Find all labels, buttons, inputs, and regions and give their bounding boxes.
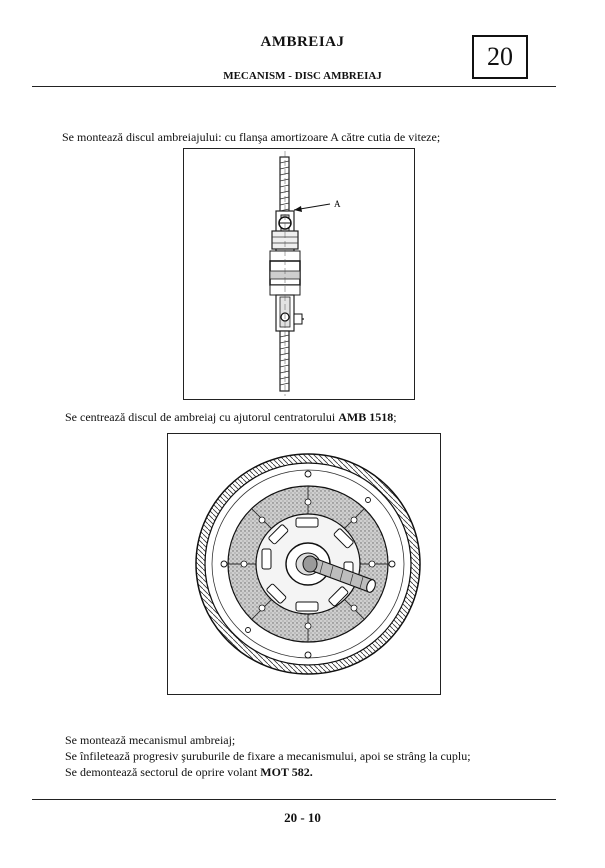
chapter-number: 20: [487, 42, 513, 71]
footer-divider: [32, 799, 556, 800]
figure-clutch-disc-section: [183, 148, 415, 400]
page-title: AMBREIAJ: [260, 34, 345, 50]
flywheel-centering-drawing: [168, 434, 439, 693]
figure-flywheel-centering-tool: [167, 433, 441, 695]
chapter-number-box: [472, 35, 528, 79]
tool-reference-amb-1518: AMB 1518: [338, 410, 394, 424]
step-2-text: Se centrează discul de ambreiaj cu ajutorul centratorului: [65, 410, 339, 424]
step-5-text: Se demontează sectorul de oprire volant: [65, 765, 261, 779]
clutch-disc-section-drawing: [184, 149, 413, 398]
step-2-suffix: ;: [393, 410, 397, 424]
header-divider: [32, 86, 556, 87]
instruction-step-2: [65, 410, 397, 425]
instruction-step-4: Se înfiletează progresiv şuruburile de fixare a mecanismului, apoi se strâng la cuplu;: [65, 749, 471, 763]
instruction-step-3: Se montează mecanismul ambreiaj;: [65, 733, 236, 747]
page-subtitle: MECANISM - DISC AMBREIAJ: [223, 70, 382, 82]
tool-reference-mot-582: MOT 582.: [260, 765, 313, 779]
callout-label-a: A: [334, 199, 341, 209]
instruction-step-5: [65, 765, 313, 780]
page-number: 20 - 10: [284, 810, 321, 825]
instruction-step-1: Se montează discul ambreiajului: cu flanşa amortizoare A către cutia de viteze;: [62, 130, 441, 144]
